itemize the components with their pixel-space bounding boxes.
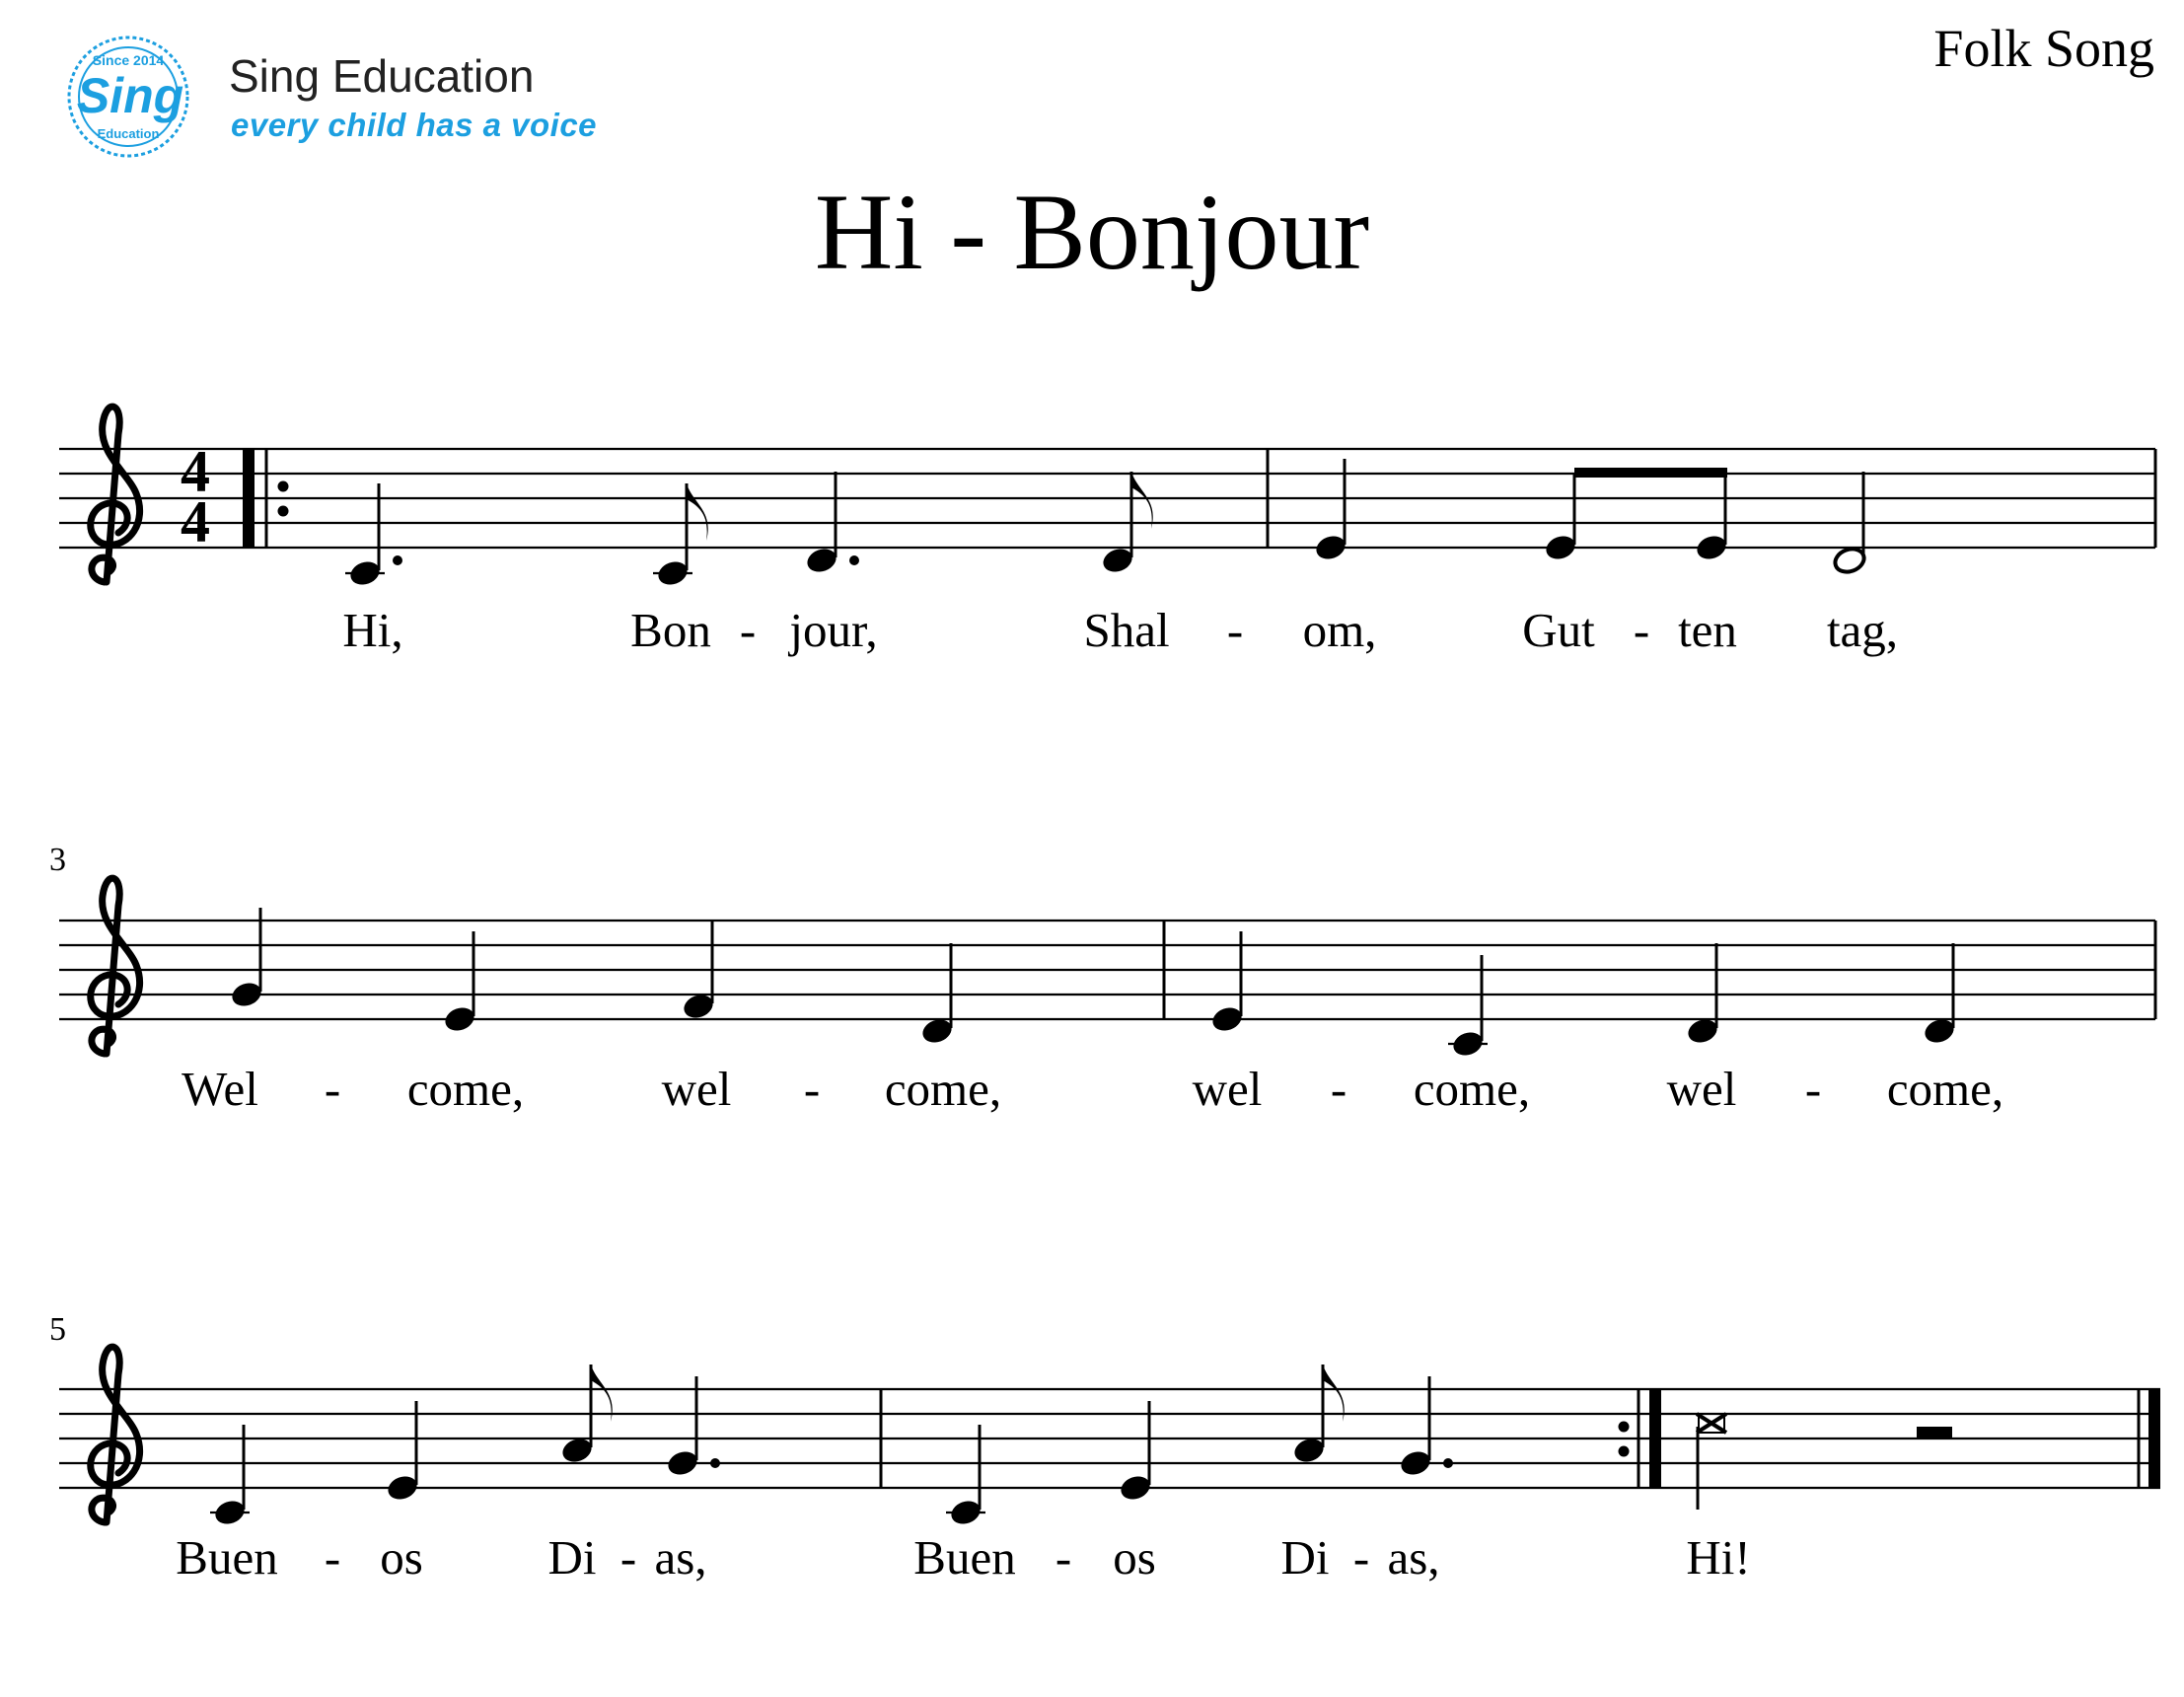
- lyrics-line-2: [182, 1062, 2003, 1116]
- lyric-syllable: om,: [1302, 603, 1377, 657]
- note-e4-quarter: [1118, 1401, 1153, 1503]
- lyric-hyphen: -: [324, 1530, 341, 1585]
- lyric-hyphen: -: [803, 1062, 821, 1116]
- lyric-syllable: Bon: [630, 603, 711, 657]
- lyric-syllable: come,: [406, 1062, 525, 1116]
- lyric-syllable: Buen: [913, 1530, 1016, 1585]
- lyric-syllable: Wel: [182, 1062, 258, 1116]
- lyric-hyphen: -: [324, 1062, 341, 1116]
- staff-system-3: [49, 1311, 2160, 1585]
- spoken-x-notehead-icon: [1697, 1414, 1726, 1510]
- lyric-syllable: tag,: [1826, 603, 1899, 657]
- lyric-syllable: Hi!: [1686, 1530, 1751, 1585]
- staff-lines: [59, 921, 2155, 1019]
- note-g4-dotted-quarter: [665, 1376, 720, 1478]
- lyric-syllable: come,: [1886, 1062, 2004, 1116]
- note-e4-eighth-beamed: [1694, 474, 1729, 562]
- time-sig-top: 4: [181, 439, 210, 504]
- treble-clef-icon: [91, 406, 140, 582]
- note-a4-eighth: [559, 1365, 613, 1465]
- lyric-syllable: wel: [1666, 1062, 1737, 1116]
- lyrics-line-3: [176, 1530, 1750, 1585]
- lyric-hyphen: -: [739, 603, 757, 657]
- lyric-syllable: Gut: [1522, 603, 1595, 657]
- staff-system-2: [49, 842, 2155, 1116]
- lyric-syllable: as,: [654, 1530, 707, 1585]
- beam: [1574, 468, 1727, 478]
- staff-lines: [59, 1389, 2160, 1488]
- lyric-syllable: os: [380, 1530, 423, 1585]
- staff-system-1: [59, 406, 2155, 657]
- note-e4-eighth-beamed: [1543, 474, 1578, 562]
- lyric-syllable: Hi,: [342, 603, 403, 657]
- half-rest-icon: [1917, 1427, 1952, 1439]
- note-e4-quarter: [442, 931, 477, 1034]
- lyric-syllable: wel: [661, 1062, 732, 1116]
- note-g4-quarter: [229, 908, 264, 1009]
- note-g4-dotted-quarter: [1398, 1376, 1453, 1478]
- lyric-syllable: Buen: [176, 1530, 278, 1585]
- seal-bottom-text: Education: [97, 126, 160, 141]
- song-title: Hi - Bonjour: [814, 172, 1370, 292]
- lyric-syllable: Di: [547, 1530, 597, 1585]
- lyric-syllable: as,: [1387, 1530, 1440, 1585]
- staff-lines: [59, 449, 2155, 548]
- note-c4-quarter: [946, 1425, 985, 1527]
- brand-tagline: every child has a voice: [231, 107, 598, 143]
- lyric-hyphen: -: [1804, 1062, 1822, 1116]
- seal-center-text: Sing: [76, 68, 184, 123]
- brand-name: Sing Education: [229, 50, 535, 102]
- note-e4-quarter: [385, 1401, 420, 1503]
- lyric-syllable: Shal: [1083, 603, 1170, 657]
- lyric-hyphen: -: [619, 1530, 637, 1585]
- lyric-hyphen: -: [1055, 1530, 1072, 1585]
- lyric-syllable: Di: [1280, 1530, 1330, 1585]
- lyric-syllable: come,: [1413, 1062, 1531, 1116]
- lyric-syllable: ten: [1678, 603, 1737, 657]
- lyric-syllable: come,: [884, 1062, 1002, 1116]
- lyric-hyphen: -: [1633, 603, 1650, 657]
- lyric-hyphen: -: [1330, 1062, 1347, 1116]
- seal-top-text: Since 2014: [92, 52, 165, 68]
- lyric-hyphen: -: [1352, 1530, 1370, 1585]
- lyric-syllable: os: [1113, 1530, 1156, 1585]
- treble-clef-icon: [91, 1347, 140, 1522]
- measure-number: 5: [49, 1311, 66, 1348]
- measure-number: 3: [49, 842, 66, 878]
- note-e4-quarter: [1209, 931, 1245, 1034]
- lyric-syllable: jour,: [789, 603, 878, 657]
- note-a4-eighth: [1291, 1365, 1345, 1465]
- composer-credit: Folk Song: [1933, 19, 2154, 78]
- lyric-hyphen: -: [1226, 603, 1244, 657]
- lyrics-line-1: [342, 603, 1898, 657]
- lyric-syllable: wel: [1192, 1062, 1263, 1116]
- note-c4-quarter: [210, 1425, 250, 1527]
- treble-clef-icon: [91, 878, 140, 1054]
- time-sig-bottom: 4: [181, 489, 210, 554]
